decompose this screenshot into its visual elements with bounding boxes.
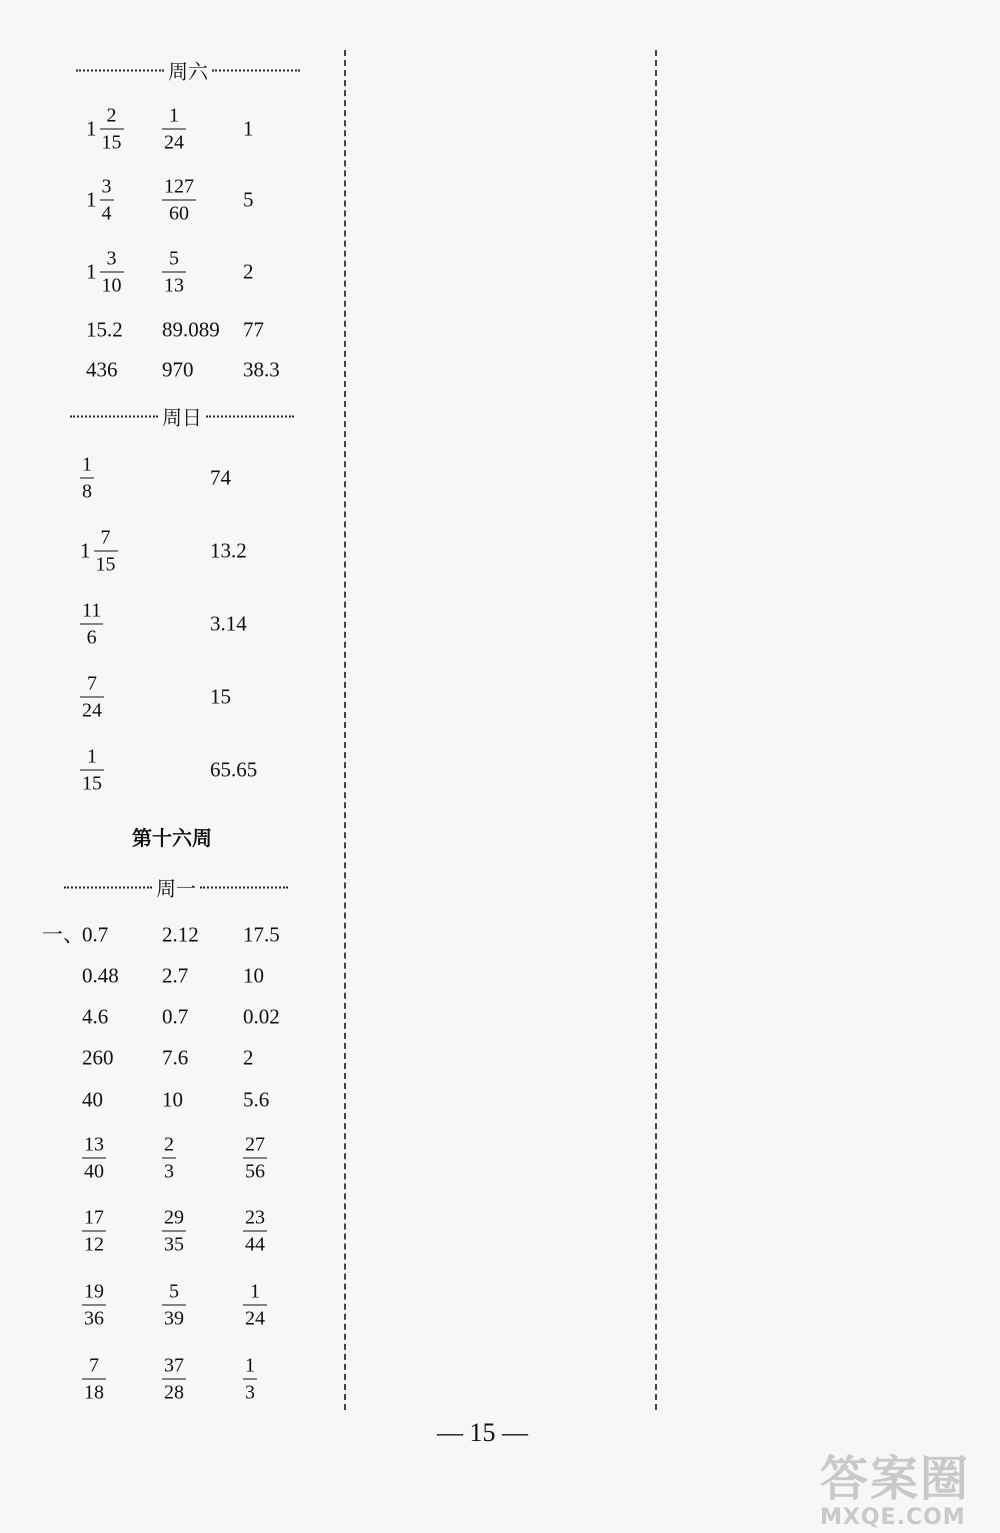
watermark-text: 答案圈 bbox=[820, 1451, 971, 1507]
numerator: 1 bbox=[245, 1354, 255, 1377]
denominator: 15 bbox=[95, 553, 116, 576]
monday-answer: 17.5 bbox=[243, 922, 280, 947]
numerator: 23 bbox=[245, 1206, 265, 1229]
saturday-answer: 77 bbox=[243, 317, 264, 342]
numerator: 3 bbox=[101, 175, 112, 198]
denominator: 39 bbox=[164, 1307, 184, 1330]
numerator: 19 bbox=[84, 1280, 104, 1303]
part-one-marker: 一、 bbox=[42, 922, 84, 947]
numerator: 5 bbox=[169, 247, 179, 270]
numerator: 37 bbox=[164, 1354, 184, 1377]
numerator: 27 bbox=[245, 1133, 265, 1156]
monday-answer: 2.12 bbox=[162, 922, 199, 947]
page-number: — 15 — bbox=[437, 1418, 528, 1447]
sunday-answer: 74 bbox=[210, 465, 231, 490]
sunday-answer: 15 bbox=[210, 684, 231, 709]
watermark-logo bbox=[820, 1440, 970, 1530]
denominator: 44 bbox=[245, 1233, 265, 1256]
monday-answer: 2.7 bbox=[162, 963, 189, 988]
denominator: 6 bbox=[86, 626, 97, 649]
numerator: 7 bbox=[87, 672, 97, 695]
numerator: 1 bbox=[82, 453, 92, 476]
saturday-answer: 5 bbox=[243, 187, 254, 212]
denominator: 35 bbox=[164, 1233, 184, 1256]
denominator: 8 bbox=[82, 480, 92, 503]
denominator: 18 bbox=[84, 1381, 104, 1404]
denominator: 40 bbox=[84, 1160, 104, 1183]
denominator: 56 bbox=[245, 1160, 265, 1183]
denominator: 24 bbox=[245, 1307, 265, 1330]
numerator: 7 bbox=[100, 526, 111, 549]
week-title: 第十六周 bbox=[132, 826, 212, 850]
section-label: 周六 bbox=[168, 59, 208, 84]
whole-part: 1 bbox=[86, 259, 97, 284]
denominator: 4 bbox=[101, 202, 112, 225]
sunday-answer: 3.14 bbox=[210, 611, 247, 636]
numerator: 17 bbox=[84, 1206, 104, 1229]
numerator: 7 bbox=[89, 1354, 99, 1377]
saturday-answer: 89.089 bbox=[162, 317, 220, 342]
numerator: 11 bbox=[82, 599, 102, 622]
section-label: 周日 bbox=[162, 405, 202, 430]
denominator: 13 bbox=[164, 274, 184, 297]
denominator: 10 bbox=[101, 274, 122, 297]
saturday-answer: 436 bbox=[86, 357, 118, 382]
numerator: 1 bbox=[250, 1280, 260, 1303]
section-label: 周一 bbox=[156, 876, 196, 901]
saturday-answer: 15.2 bbox=[86, 317, 123, 342]
denominator: 3 bbox=[245, 1381, 255, 1404]
monday-answer: 5.6 bbox=[243, 1087, 270, 1112]
monday-answer: 0.7 bbox=[162, 1004, 189, 1029]
denominator: 24 bbox=[164, 131, 184, 154]
denominator: 60 bbox=[169, 202, 189, 225]
whole-part: 1 bbox=[86, 187, 97, 212]
denominator: 28 bbox=[164, 1381, 184, 1404]
numerator: 13 bbox=[84, 1133, 104, 1156]
monday-answer: 0.02 bbox=[243, 1004, 280, 1029]
sunday-answer: 65.65 bbox=[210, 757, 258, 782]
numerator: 127 bbox=[164, 175, 194, 198]
saturday-answer: 2 bbox=[243, 259, 254, 284]
whole-part: 1 bbox=[80, 538, 91, 563]
monday-answer: 0.7 bbox=[82, 922, 109, 947]
saturday-answer: 1 bbox=[243, 116, 254, 141]
whole-part: 1 bbox=[86, 116, 97, 141]
denominator: 15 bbox=[101, 131, 122, 154]
monday-answer: 10 bbox=[243, 963, 264, 988]
numerator: 3 bbox=[106, 247, 117, 270]
denominator: 12 bbox=[84, 1233, 104, 1256]
monday-answer: 10 bbox=[162, 1087, 183, 1112]
watermark-url: MXQE.COM bbox=[820, 1505, 966, 1530]
sunday-answer: 13.2 bbox=[210, 538, 247, 563]
denominator: 15 bbox=[82, 772, 102, 795]
denominator: 3 bbox=[164, 1160, 174, 1183]
saturday-answer: 970 bbox=[162, 357, 194, 382]
monday-answer: 40 bbox=[82, 1087, 103, 1112]
monday-answer: 0.48 bbox=[82, 963, 119, 988]
numerator: 5 bbox=[169, 1280, 179, 1303]
saturday-answer: 38.3 bbox=[243, 357, 280, 382]
monday-answer: 7.6 bbox=[162, 1045, 189, 1070]
monday-answer: 4.6 bbox=[82, 1004, 109, 1029]
numerator: 2 bbox=[164, 1133, 174, 1156]
monday-answer: 260 bbox=[82, 1045, 114, 1070]
numerator: 1 bbox=[169, 104, 179, 127]
denominator: 24 bbox=[82, 699, 102, 722]
numerator: 2 bbox=[106, 104, 117, 127]
monday-answer: 2 bbox=[243, 1045, 254, 1070]
denominator: 36 bbox=[84, 1307, 104, 1330]
numerator: 29 bbox=[164, 1206, 184, 1229]
numerator: 1 bbox=[87, 745, 97, 768]
